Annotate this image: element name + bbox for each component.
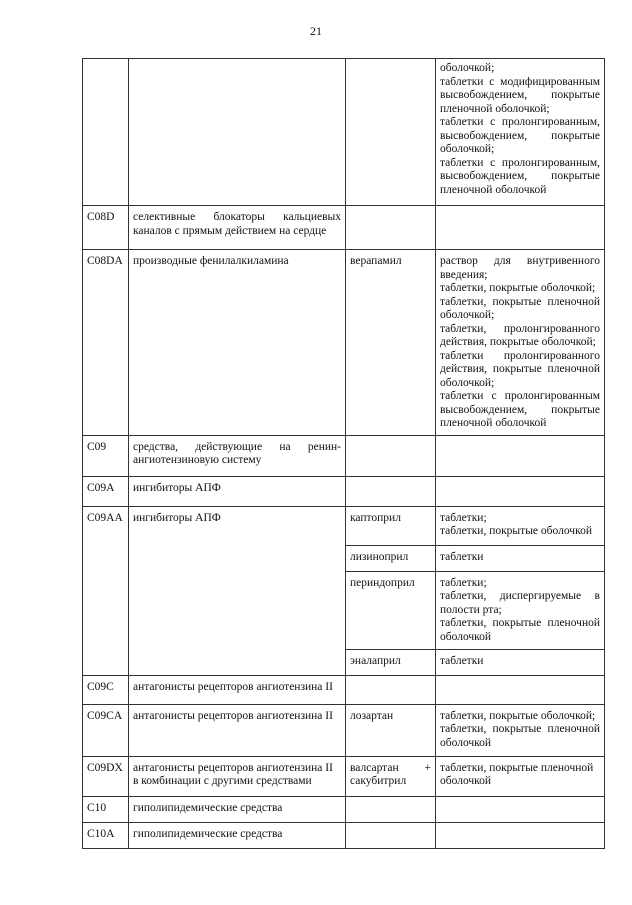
drug-name-cell [346, 822, 436, 848]
atc-code-cell: C08DA [83, 250, 129, 436]
dosage-forms-cell [436, 796, 605, 822]
dosage-form: таблетки, покрытые оболочкой; [440, 282, 596, 294]
plus-sign: + [424, 761, 431, 774]
table-row [83, 704, 605, 756]
atc-code-cell [83, 59, 129, 206]
table-row [83, 796, 605, 822]
drug-combination-line [350, 762, 431, 776]
page-number: 21 [310, 24, 322, 38]
dosage-form: таблетки; [440, 511, 487, 524]
drug-name-cell [346, 435, 436, 476]
table-row [83, 506, 605, 545]
dosage-form: таблетки с пролонгированным, высвобождением, покрытые пленочной оболочкой [440, 156, 600, 196]
dosage-form: таблетки [440, 654, 484, 667]
dosage-form: таблетки, покрытые пленочной оболочкой [440, 723, 600, 749]
dosage-form: таблетки с модифицированным высвобождением, покрытые пленочной оболочкой; [440, 75, 600, 115]
atc-code-cell: C09AA [83, 506, 129, 675]
dosage-forms-cell [436, 435, 605, 476]
drug-name-cell: периндоприл [346, 571, 436, 649]
group-name-cell: производные фенилалкиламина [129, 250, 346, 436]
drug-name-cell: каптоприл [346, 506, 436, 545]
table-row [83, 756, 605, 796]
atc-code-cell: C08D [83, 206, 129, 250]
drug-name: валсартан [350, 761, 399, 774]
table-row [83, 675, 605, 704]
dosage-forms-cell [436, 571, 605, 649]
drug-name: сакубитрил [350, 775, 407, 787]
group-name-cell: антагонисты рецепторов ангиотензина II в комбинации с другими средствами [129, 756, 346, 796]
group-name-cell: селективные блокаторы кальциевых каналов с прямым действием на сердце [129, 206, 346, 250]
drug-name-cell: эналаприл [346, 649, 436, 675]
dosage-form: раствор для внутривенного введения; [440, 255, 600, 281]
dosage-form: таблетки, покрытые пленочной оболочкой; [440, 295, 600, 321]
dosage-forms-cell [436, 476, 605, 506]
group-name-cell: ингибиторы АПФ [129, 506, 346, 675]
dosage-form: таблетки, пролонгированного действия, покрытые оболочкой; [440, 322, 600, 348]
atc-code-cell: C10A [83, 822, 129, 848]
table-row [83, 250, 605, 436]
dosage-form: таблетки; [440, 576, 487, 589]
group-name-cell: средства, действующие на ренин-ангиотензиновую систему [129, 435, 346, 476]
drug-name-cell: верапамил [346, 250, 436, 436]
drug-name-cell: лизиноприл [346, 545, 436, 571]
table-row [83, 822, 605, 848]
drug-name-cell [346, 756, 436, 796]
dosage-form: таблетки [440, 550, 484, 563]
dosage-forms-cell [436, 59, 605, 206]
dosage-form: таблетки, диспергируемые в полости рта; [440, 590, 600, 616]
dosage-form: таблетки, покрытые пленочной оболочкой [440, 761, 594, 787]
dosage-forms-cell [436, 545, 605, 571]
table-row [83, 59, 605, 206]
atc-code-cell: C09A [83, 476, 129, 506]
atc-code-cell: C09 [83, 435, 129, 476]
dosage-form: оболочкой; [440, 62, 495, 74]
drug-name-cell [346, 675, 436, 704]
group-name-cell [129, 59, 346, 206]
dosage-forms-cell [436, 250, 605, 436]
drug-name-cell: лозартан [346, 704, 436, 756]
dosage-form: таблетки, покрытые пленочной оболочкой [440, 617, 600, 643]
dosage-forms-cell [436, 704, 605, 756]
dosage-forms-cell [436, 649, 605, 675]
atc-code-cell: C09CA [83, 704, 129, 756]
group-name-cell: антагонисты рецепторов ангиотензина II [129, 675, 346, 704]
drug-table [82, 58, 605, 849]
dosage-form: таблетки, покрытые оболочкой [440, 525, 592, 537]
dosage-forms-cell [436, 506, 605, 545]
atc-code-cell: C10 [83, 796, 129, 822]
group-name-cell: гиполипидемические средства [129, 796, 346, 822]
drug-name-cell [346, 206, 436, 250]
dosage-forms-cell [436, 675, 605, 704]
drug-name-cell [346, 59, 436, 206]
dosage-form: таблетки пролонгированного действия, покрытые пленочной оболочкой; [440, 349, 600, 389]
group-name-cell: антагонисты рецепторов ангиотензина II [129, 704, 346, 756]
dosage-forms-cell [436, 206, 605, 250]
atc-code-cell: C09DX [83, 756, 129, 796]
drug-name-cell [346, 796, 436, 822]
dosage-forms-cell [436, 822, 605, 848]
table-row [83, 206, 605, 250]
drug-name-cell [346, 476, 436, 506]
atc-code-cell: C09C [83, 675, 129, 704]
dosage-forms-cell [436, 756, 605, 796]
table-row [83, 476, 605, 506]
dosage-form: таблетки с пролонгированным, высвобождением, покрытые оболочкой; [440, 116, 600, 155]
dosage-form: таблетки с пролонгированным высвобождением, покрытые пленочной оболочкой [440, 390, 600, 429]
group-name-cell: гиполипидемические средства [129, 822, 346, 848]
table-row [83, 435, 605, 476]
dosage-form: таблетки, покрытые оболочкой; [440, 709, 596, 722]
group-name-cell: ингибиторы АПФ [129, 476, 346, 506]
